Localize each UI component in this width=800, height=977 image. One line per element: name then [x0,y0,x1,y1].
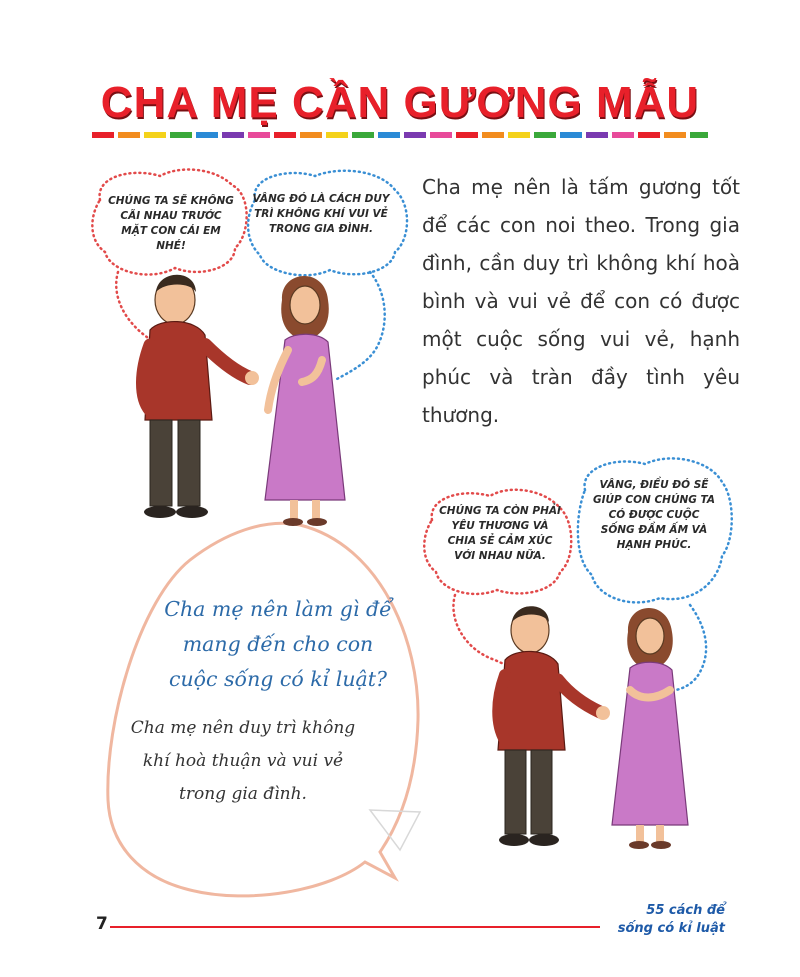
speech-bubble-mother-1: VÂNG ĐÓ LÀ CÁCH DUY TRÌ KHÔNG KHÍ VUI VẺ TRONG GIA ĐÌNH. [252,193,390,235]
bubble-tail-mother-1 [335,272,385,380]
speech-bubble-mother-2: VÂNG, ĐIỀU ĐÓ SẼ GIÚP CON CHÚNG TA CÓ ĐƯỢC CUỘC SỐNG ĐẦM ẤM VÀ HẠNH PHÚC. [592,479,716,551]
question-text: Cha mẹ nên làm gì để mang đến cho con cuộc sống có kỉ luật? [164,597,392,691]
main-paragraph: Cha mẹ nên là tấm gương tốt để các con noi theo. Trong gia đình, cần duy trì không khí hoà bình và vui vẻ để con có được một cuộc sống vui vẻ, hạnh phúc và tràn đầy tình yêu thương. [422,175,740,427]
speech-bubble-father-1: CHÚNG TA SẼ KHÔNG CÃI NHAU TRƯỚC MẶT CON CÁI EM NHÉ! [108,195,234,252]
mother-figure-1 [265,276,345,526]
footer-book-title [605,902,725,938]
speech-bubble-father-2: CHÚNG TA CÒN PHẢI YÊU THƯƠNG VÀ CHIA SẺ CẢM XÚC VỚI NHAU NỮA. [439,505,561,562]
bubble-tail-accent [370,810,420,850]
page-number: 7 [96,914,108,934]
father-figure-1 [143,275,260,518]
mother-figure-2 [612,608,688,849]
footer-divider [110,926,600,928]
page-title: CHA MẸ CẦN GƯƠNG MẪU [100,78,700,127]
big-question-bubble [108,523,418,896]
father-figure-2 [498,606,610,846]
answer-text: Cha mẹ nên duy trì không khí hoà thuận và vui vẻ trong gia đình. [130,718,356,804]
footer-title-line-1: 55 cách để [646,903,725,918]
footer-title-line-2: sống có kỉ luật [617,921,725,936]
bubble-tail-mother-2 [676,605,706,690]
